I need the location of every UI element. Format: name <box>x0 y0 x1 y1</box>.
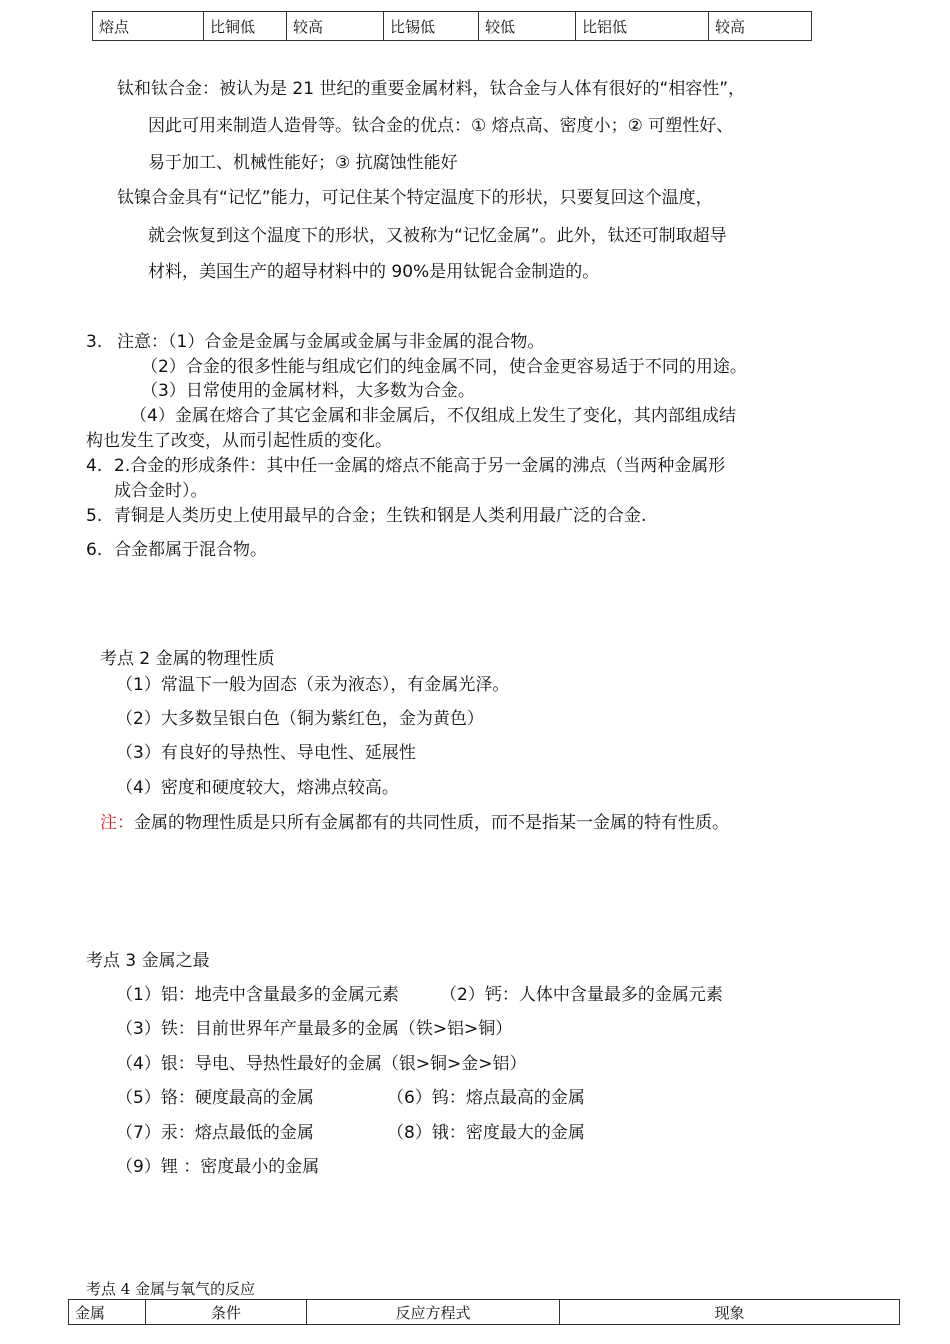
list-item: （2）大多数呈银白色（铜为紫红色，金为黄色） <box>116 709 484 729</box>
column-header: 金属 <box>69 1300 146 1325</box>
note-text: 金属的物理性质是只所有金属都有的共同性质，而不是指某一金属的特有性质。 <box>134 813 729 833</box>
oxygen-reaction-table <box>68 1299 900 1325</box>
column-header: 条件 <box>146 1300 307 1325</box>
column-header: 现象 <box>560 1300 900 1325</box>
table-cell: 较高 <box>709 12 812 41</box>
table-cell: 较低 <box>479 12 576 41</box>
table-cell: 比铜低 <box>204 12 287 41</box>
table-cell: 比锡低 <box>384 12 479 41</box>
table-cell: 熔点 <box>93 12 204 41</box>
list-item: （2）钙：人体中含量最多的金属元素 <box>440 985 723 1005</box>
list-number: 3. <box>86 332 103 352</box>
note-4-text-b: 成合金时）。 <box>114 481 208 501</box>
list-item: （3）有良好的导热性、导电性、延展性 <box>116 743 416 763</box>
section-4-title: 考点 4 金属与氧气的反应 <box>86 1280 256 1298</box>
list-item: （5）铬：硬度最高的金属 <box>116 1088 314 1108</box>
note-3-sub-4a: （4）金属在熔合了其它金属和非金属后，不仅组成上发生了变化，其内部组成结 <box>130 406 736 426</box>
list-item: （4）密度和硬度较大，熔沸点较高。 <box>116 778 399 798</box>
list-number: 5. <box>86 506 103 526</box>
list-item: （4）银：导电、导热性最好的金属（银>铜>金>铝） <box>116 1054 527 1074</box>
table-cell: 较高 <box>287 12 384 41</box>
list-number: 6. <box>86 540 103 560</box>
list-item: （7）汞：熔点最低的金属 <box>116 1123 314 1143</box>
table-cell: 比铝低 <box>576 12 709 41</box>
titanium-line-5: 就会恢复到这个温度下的形状，又被称为“记忆金属”。此外，钛还可制取超导 <box>148 226 727 246</box>
note-6-text: 合金都属于混合物。 <box>114 540 267 560</box>
melting-point-table <box>92 11 812 41</box>
note-4-text-a: 2.合金的形成条件：其中任一金属的熔点不能高于另一金属的沸点（当两种金属形 <box>114 456 726 476</box>
note-label: 注： <box>100 813 134 833</box>
note-3-sub-3: （3）日常使用的金属材料，大多数为合金。 <box>141 381 475 401</box>
table-row <box>93 12 812 41</box>
titanium-line-6: 材料，美国生产的超导材料中的 90%是用钛铌合金制造的。 <box>148 262 600 282</box>
titanium-line-2: 因此可用来制造人造骨等。钛合金的优点：① 熔点高、密度小；② 可塑性好、 <box>148 116 734 136</box>
list-item: （9）锂 ：密度最小的金属 <box>116 1157 320 1177</box>
list-item: （1）铝：地壳中含量最多的金属元素 <box>116 985 399 1005</box>
titanium-line-3: 易于加工、机械性能好；③ 抗腐蚀性能好 <box>148 153 458 173</box>
note-line <box>100 815 729 832</box>
list-number: 4. <box>86 456 103 476</box>
note-5-text: 青铜是人类历史上使用最早的合金；生铁和钢是人类利用最广泛的合金. <box>114 506 647 526</box>
titanium-line-4: 钛镍合金具有“记忆”能力，可记住某个特定温度下的形状，只要复回这个温度， <box>117 188 713 208</box>
section-3-title: 考点 3 金属之最 <box>86 951 210 971</box>
note-3-sub-2: （2）合金的很多性能与组成它们的纯金属不同，使合金更容易适于不同的用途。 <box>141 357 747 377</box>
column-header: 反应方程式 <box>307 1300 560 1325</box>
list-item: （8）锇：密度最大的金属 <box>387 1123 585 1143</box>
section-2-title: 考点 2 金属的物理性质 <box>100 649 275 669</box>
list-item: （1）常温下一般为固态（汞为液态），有金属光泽。 <box>116 675 510 695</box>
note-3-sub-4b: 构也发生了改变，从而引起性质的变化。 <box>86 431 392 451</box>
titanium-line-1: 钛和钛合金：被认为是 21 世纪的重要金属材料，钛合金与人体有很好的“相容性”， <box>117 79 746 99</box>
note-3-text: 注意：（1）合金是金属与金属或金属与非金属的混合物。 <box>117 332 545 352</box>
table-header-row <box>69 1300 900 1325</box>
list-item: （6）钨：熔点最高的金属 <box>387 1088 585 1108</box>
list-item: （3）铁：目前世界年产量最多的金属（铁>铝>铜） <box>116 1019 513 1039</box>
